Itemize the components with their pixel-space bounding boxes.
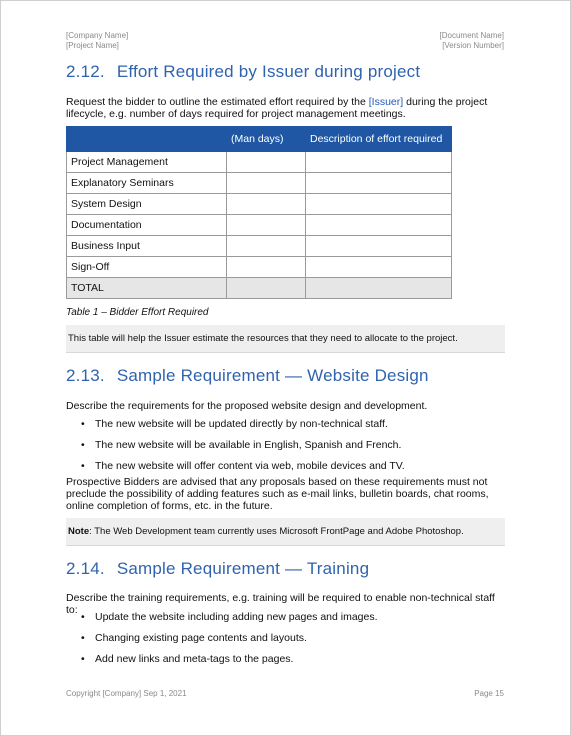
footer-page-number: Page 15 bbox=[474, 689, 504, 698]
table-cell: Explanatory Seminars bbox=[67, 173, 227, 194]
table-cell: Sign-Off bbox=[67, 257, 227, 278]
table-row bbox=[67, 194, 452, 215]
list-item-text: Update the website including adding new pages and images. bbox=[95, 611, 378, 623]
bullet-list bbox=[81, 416, 405, 479]
list-item-text: Add new links and meta-tags to the pages. bbox=[95, 653, 294, 665]
table-caption: Table 1 – Bidder Effort Required bbox=[66, 307, 209, 318]
footer-copyright: Copyright [Company] Sep 1, 2021 bbox=[66, 689, 187, 698]
section-heading-2-13 bbox=[66, 366, 429, 386]
bullet-list bbox=[81, 609, 378, 672]
note-box bbox=[66, 518, 505, 546]
list-item-text: The new website will be updated directly by non-technical staff. bbox=[95, 418, 388, 430]
table-row bbox=[67, 173, 452, 194]
table-cell: Documentation bbox=[67, 215, 227, 236]
table-row bbox=[67, 236, 452, 257]
section-title: Effort Required by Issuer during project bbox=[116, 62, 421, 81]
section-title: Sample Requirement — Website Design bbox=[116, 366, 429, 385]
list-item-text: Changing existing page contents and layouts. bbox=[95, 632, 307, 644]
table-cell bbox=[306, 152, 452, 173]
table-header: (Man days) bbox=[227, 127, 306, 152]
version-number: [Version Number] bbox=[442, 41, 504, 50]
table-cell bbox=[306, 236, 452, 257]
effort-table bbox=[66, 126, 452, 299]
section-number: 2.13. bbox=[66, 366, 105, 385]
header-right bbox=[440, 31, 504, 51]
note-label: Note bbox=[68, 526, 90, 537]
table-cell bbox=[227, 236, 306, 257]
table-cell bbox=[306, 257, 452, 278]
total-label: TOTAL bbox=[67, 278, 227, 299]
section-heading-2-14 bbox=[66, 559, 369, 579]
intro-text: Request the bidder to outline the estimated effort required by the bbox=[66, 96, 369, 108]
list-item bbox=[81, 437, 405, 458]
issuer-placeholder: [Issuer] bbox=[368, 96, 404, 108]
table-cell bbox=[227, 215, 306, 236]
table-header-row bbox=[67, 127, 452, 152]
table-cell bbox=[306, 173, 452, 194]
list-item bbox=[81, 651, 378, 672]
company-name: [Company Name] bbox=[66, 31, 129, 40]
table-cell: Project Management bbox=[67, 152, 227, 173]
table-header: Description of effort required bbox=[306, 127, 452, 152]
list-item-text: The new website will be available in English, Spanish and French. bbox=[95, 439, 402, 451]
list-item-text: The new website will offer content via web, mobile devices and TV. bbox=[95, 460, 405, 472]
section-paragraph: Prospective Bidders are advised that any proposals based on these requirements must not preclude the possibility of adding features such as e-mail links, bulletin boards, chat rooms, online completion of forms, etc. in the future. bbox=[66, 476, 489, 512]
section-title: Sample Requirement — Training bbox=[116, 559, 370, 578]
table-cell: Business Input bbox=[67, 236, 227, 257]
table-total-row bbox=[67, 278, 452, 299]
table-cell bbox=[306, 194, 452, 215]
section-heading-2-12 bbox=[66, 62, 420, 82]
table-cell bbox=[227, 194, 306, 215]
bullet-icon: • bbox=[81, 460, 85, 472]
table-cell bbox=[227, 173, 306, 194]
section-intro bbox=[66, 96, 506, 120]
table-cell bbox=[227, 257, 306, 278]
table-cell bbox=[227, 278, 306, 299]
table-row bbox=[67, 152, 452, 173]
list-item bbox=[81, 416, 405, 437]
section-intro: Describe the training requirements, e.g. training will be required to enable non-technical staff to: bbox=[66, 592, 495, 616]
table-row bbox=[67, 257, 452, 278]
table-header bbox=[67, 127, 227, 152]
table-cell bbox=[227, 152, 306, 173]
table-cell bbox=[306, 278, 452, 299]
note-text: : The Web Development team currently uses Microsoft FrontPage and Adobe Photoshop. bbox=[89, 526, 464, 537]
table-row bbox=[67, 215, 452, 236]
document-name: [Document Name] bbox=[439, 31, 504, 40]
note-box: This table will help the Issuer estimate the resources that they need to allocate to the project. bbox=[66, 325, 505, 353]
bullet-icon: • bbox=[81, 439, 85, 451]
section-intro: Describe the requirements for the proposed website design and development. bbox=[66, 400, 428, 412]
bullet-icon: • bbox=[81, 611, 85, 623]
list-item bbox=[81, 630, 378, 651]
header-left bbox=[66, 31, 128, 51]
project-name: [Project Name] bbox=[66, 41, 119, 50]
bullet-icon: • bbox=[81, 653, 85, 665]
intro-text-cont: during the project lifecycle, e.g. number of days required for project management meetings. bbox=[66, 96, 488, 120]
table-cell: System Design bbox=[67, 194, 227, 215]
list-item bbox=[81, 609, 378, 630]
bullet-icon: • bbox=[81, 418, 85, 430]
section-number: 2.12. bbox=[66, 62, 105, 81]
bullet-icon: • bbox=[81, 632, 85, 644]
section-number: 2.14. bbox=[66, 559, 105, 578]
table-cell bbox=[306, 215, 452, 236]
